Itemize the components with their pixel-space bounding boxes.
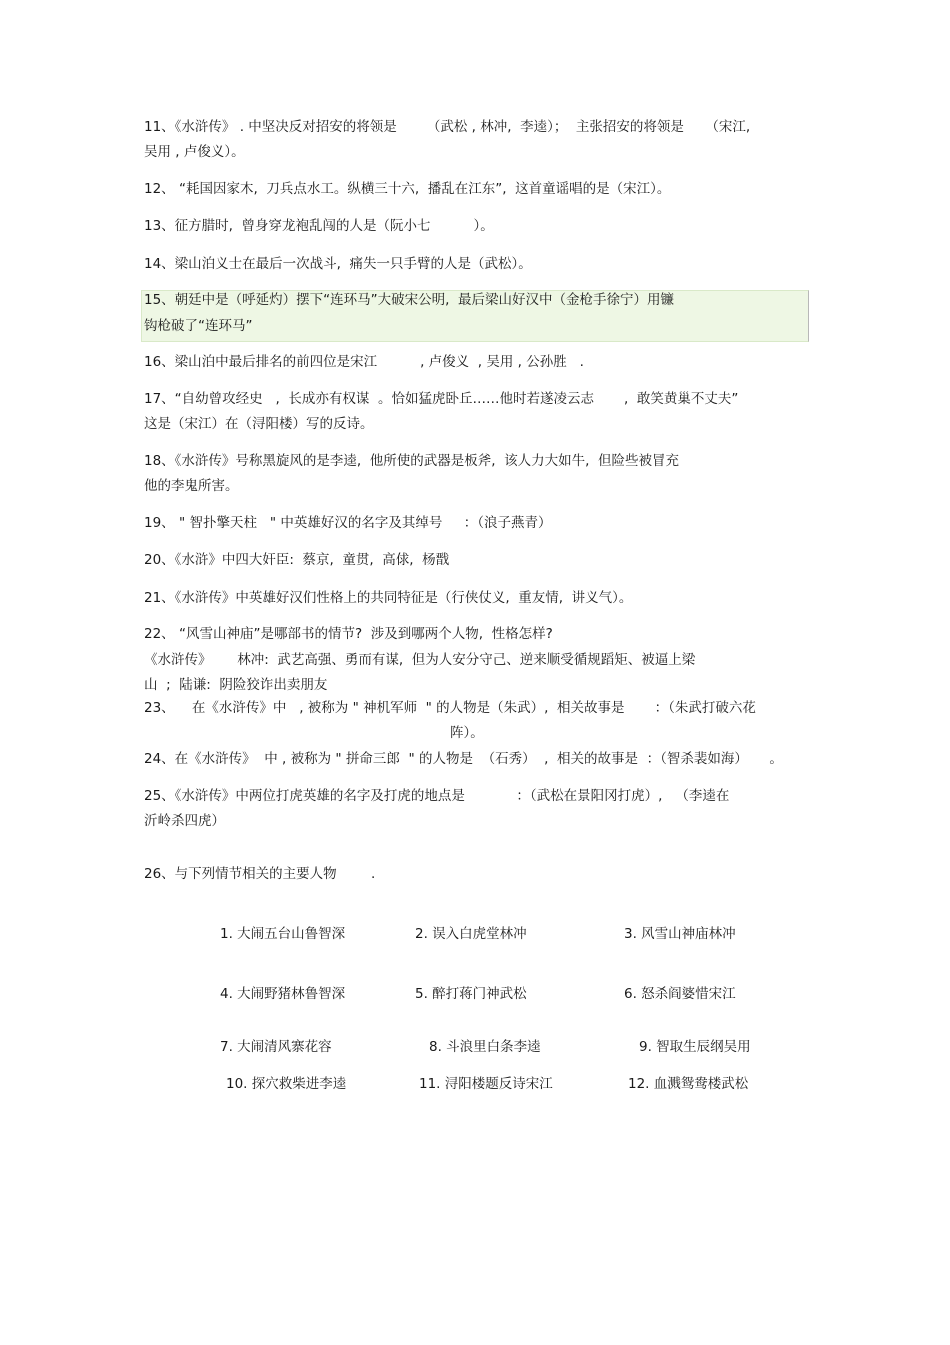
- question-26: 26、与下列情节相关的主要人物 .: [144, 866, 376, 882]
- question-14: 14、梁山泊义士在最后一次战斗, 痛失一只手臂的人是（武松）。: [144, 256, 532, 272]
- plot-item-7: 7. 大闹清风寨花容: [220, 1039, 332, 1055]
- question-24: 24、在《水浒传》 中 , 被称为 " 拼命三郎 " 的人物是 （石秀） , 相关的故事是 ：（智杀裴如海） 。: [144, 751, 783, 767]
- question-22-line-3: 山 ; 陆谦: 阴险狡诈出卖朋友: [144, 677, 328, 693]
- question-15-line-2: 钩枪破了“连环马”: [144, 318, 253, 334]
- question-12: 12、 “耗国因家木, 刀兵点水工。纵横三十六, 播乱在江东”, 这首童谣唱的是（宋江）。: [144, 181, 671, 197]
- question-22-line-2: 《水浒传》 林冲: 武艺高强、勇而有谋, 但为人安分守己、逆来顺受循规蹈矩、被逼上梁: [144, 652, 696, 668]
- question-25-line-1: 25、《水浒传》中两位打虎英雄的名字及打虎的地点是 ：（武松在景阳冈打虎）, （李逵在: [144, 788, 730, 804]
- question-11-line-2: 吴用 , 卢俊义）。: [144, 144, 245, 160]
- question-23-line-1: 23、 在《水浒传》中 , 被称为 " 神机军师 " 的人物是（朱武）, 相关故事是 ：（朱武打破六花: [144, 700, 756, 716]
- plot-item-2: 2. 误入白虎堂林冲: [415, 926, 527, 942]
- question-15-line-1: 15、朝廷中是（呼延灼）摆下“连环马”大破宋公明, 最后梁山好汉中（金枪手徐宁）用镰: [144, 292, 675, 308]
- plot-item-5: 5. 醉打蒋门神武松: [415, 986, 527, 1002]
- plot-item-9: 9. 智取生辰纲吴用: [639, 1039, 751, 1055]
- question-22-line-1: 22、 “风雪山神庙”是哪部书的情节? 涉及到哪两个人物, 性格怎样?: [144, 626, 553, 642]
- question-23-line-2: 阵）。: [450, 725, 484, 741]
- question-16: 16、梁山泊中最后排名的前四位是宋江 , 卢俊义 , 吴用 , 公孙胜 .: [144, 354, 584, 370]
- question-18-line-2: 他的李鬼所害。: [144, 478, 239, 494]
- plot-item-8: 8. 斗浪里白条李逵: [429, 1039, 541, 1055]
- plot-item-1: 1. 大闹五台山鲁智深: [220, 926, 346, 942]
- question-17-line-2: 这是（宋江）在（浔阳楼）写的反诗。: [144, 416, 374, 432]
- question-21: 21、《水浒传》中英雄好汉们性格上的共同特征是（行侠仗义, 重友情, 讲义气）。: [144, 590, 633, 606]
- question-25-line-2: 沂岭杀四虎）: [144, 813, 225, 829]
- question-11-line-1: 11、《水浒传》 . 中坚决反对招安的将领是 （武松 , 林冲, 李逵）； 主张招安的将领是 （宋江,: [144, 119, 751, 135]
- question-19: 19、 " 智扑擎天柱 " 中英雄好汉的名字及其绰号 ：（浪子燕青）: [144, 515, 552, 531]
- question-17-line-1: 17、“自幼曾攻经史 , 长成亦有权谋 。恰如猛虎卧丘……他时若遂凌云志 , 敢笑黄巢不丈夫”: [144, 391, 739, 407]
- plot-item-11: 11. 浔阳楼题反诗宋江: [419, 1076, 553, 1092]
- plot-item-6: 6. 怒杀阎婆惜宋江: [624, 986, 736, 1002]
- plot-item-3: 3. 风雪山神庙林冲: [624, 926, 736, 942]
- question-18-line-1: 18、《水浒传》号称黑旋风的是李逵, 他所使的武器是板斧, 该人力大如牛, 但险些被冒充: [144, 453, 680, 469]
- plot-item-12: 12. 血溅鸳鸯楼武松: [628, 1076, 749, 1092]
- plot-item-10: 10. 探穴救柴进李逵: [226, 1076, 347, 1092]
- question-20: 20、《水浒》中四大奸臣: 蔡京, 童贯, 高俅, 杨戬: [144, 552, 450, 568]
- plot-item-4: 4. 大闹野猪林鲁智深: [220, 986, 346, 1002]
- question-13: 13、征方腊时, 曾身穿龙袍乱闯的人是（阮小七 ）。: [144, 218, 494, 234]
